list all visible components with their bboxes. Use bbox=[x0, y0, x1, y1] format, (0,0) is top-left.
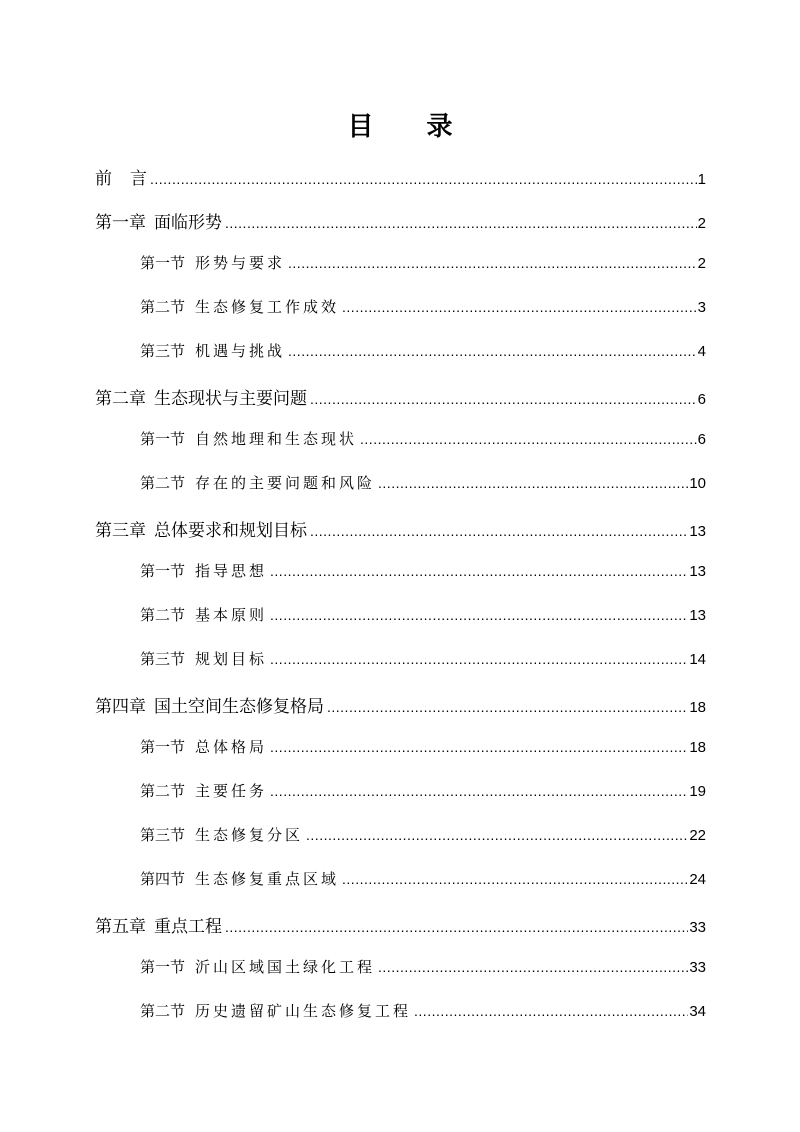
dot-leader bbox=[288, 255, 697, 271]
toc-entry-section[interactable] bbox=[95, 824, 706, 868]
entry-number: 第三节 bbox=[140, 650, 186, 668]
toc-entry-section[interactable] bbox=[95, 648, 706, 692]
entry-number: 第一节 bbox=[140, 958, 186, 976]
toc-entry-preface[interactable] bbox=[95, 164, 706, 208]
entry-title: 沂山区域国土绿化工程 bbox=[195, 958, 376, 976]
entry-title: 主要任务 bbox=[195, 782, 268, 800]
entry-title: 存在的主要问题和风险 bbox=[195, 474, 376, 492]
toc-title: 目 录 bbox=[347, 112, 475, 142]
toc-entry-section[interactable] bbox=[95, 296, 706, 340]
entry-title: 生态现状与主要问题 bbox=[154, 389, 307, 409]
dot-leader bbox=[310, 391, 697, 407]
entry-title: 指导思想 bbox=[195, 562, 268, 580]
entry-page: 4 bbox=[697, 343, 706, 360]
entry-number: 第三节 bbox=[140, 342, 186, 360]
entry-page: 34 bbox=[689, 1003, 706, 1020]
entry-title: 自然地理和生态现状 bbox=[195, 430, 358, 448]
entry-title: 总体格局 bbox=[195, 738, 268, 756]
dot-leader bbox=[342, 871, 688, 887]
entry-title: 生态修复分区 bbox=[195, 826, 304, 844]
entry-title: 形势与要求 bbox=[195, 254, 286, 272]
entry-title: 国土空间生态修复格局 bbox=[154, 697, 324, 717]
entry-title: 机遇与挑战 bbox=[195, 342, 286, 360]
entry-page: 18 bbox=[689, 699, 706, 716]
entry-page: 33 bbox=[689, 919, 706, 936]
entry-title: 历史遗留矿山生态修复工程 bbox=[195, 1002, 412, 1020]
entry-page: 2 bbox=[697, 215, 706, 232]
entry-number: 前 bbox=[95, 169, 130, 189]
entry-page: 14 bbox=[689, 651, 706, 668]
entry-number: 第二节 bbox=[140, 474, 186, 492]
toc-entry-section[interactable] bbox=[95, 1000, 706, 1044]
entry-title: 生态修复工作成效 bbox=[195, 298, 340, 316]
entry-title: 言 bbox=[130, 169, 147, 189]
toc-entry-chapter[interactable] bbox=[95, 692, 706, 736]
entry-number: 第二章 bbox=[95, 389, 146, 409]
toc-entry-chapter[interactable] bbox=[95, 208, 706, 252]
entry-number: 第三章 bbox=[95, 521, 146, 541]
entry-title: 规划目标 bbox=[195, 650, 268, 668]
toc-entry-section[interactable] bbox=[95, 780, 706, 824]
entry-title: 基本原则 bbox=[195, 606, 268, 624]
entry-number: 第一节 bbox=[140, 562, 186, 580]
dot-leader bbox=[225, 215, 697, 231]
dot-leader bbox=[225, 919, 688, 935]
dot-leader bbox=[414, 1003, 688, 1019]
dot-leader bbox=[270, 783, 688, 799]
toc-entry-chapter[interactable] bbox=[95, 912, 706, 956]
dot-leader bbox=[270, 563, 688, 579]
dot-leader bbox=[378, 475, 688, 491]
entry-title: 总体要求和规划目标 bbox=[154, 521, 307, 541]
toc-entry-section[interactable] bbox=[95, 604, 706, 648]
entry-page: 2 bbox=[697, 255, 706, 272]
entry-page: 3 bbox=[697, 299, 706, 316]
entry-page: 13 bbox=[689, 563, 706, 580]
toc-entry-section[interactable] bbox=[95, 340, 706, 384]
entry-number: 第五章 bbox=[95, 917, 146, 937]
toc-entry-chapter[interactable] bbox=[95, 516, 706, 560]
table-of-contents bbox=[95, 164, 706, 1044]
dot-leader bbox=[150, 171, 697, 187]
entry-number: 第一章 bbox=[95, 213, 146, 233]
dot-leader bbox=[342, 299, 697, 315]
toc-entry-section[interactable] bbox=[95, 428, 706, 472]
entry-number: 第二节 bbox=[140, 606, 186, 624]
entry-page: 18 bbox=[689, 739, 706, 756]
toc-entry-section[interactable] bbox=[95, 560, 706, 604]
entry-page: 13 bbox=[689, 607, 706, 624]
entry-page: 1 bbox=[697, 171, 706, 188]
toc-entry-section[interactable] bbox=[95, 956, 706, 1000]
dot-leader bbox=[306, 827, 688, 843]
entry-page: 6 bbox=[697, 391, 706, 408]
dot-leader bbox=[288, 343, 697, 359]
entry-number: 第二节 bbox=[140, 782, 186, 800]
entry-number: 第二节 bbox=[140, 1002, 186, 1020]
entry-number: 第一节 bbox=[140, 430, 186, 448]
entry-page: 22 bbox=[689, 827, 706, 844]
toc-entry-section[interactable] bbox=[95, 868, 706, 912]
entry-number: 第四章 bbox=[95, 697, 146, 717]
entry-page: 13 bbox=[689, 523, 706, 540]
dot-leader bbox=[310, 523, 688, 539]
entry-page: 10 bbox=[689, 475, 706, 492]
entry-number: 第四节 bbox=[140, 870, 186, 888]
dot-leader bbox=[360, 431, 697, 447]
entry-title: 面临形势 bbox=[154, 213, 222, 233]
entry-title: 生态修复重点区域 bbox=[195, 870, 340, 888]
toc-entry-chapter[interactable] bbox=[95, 384, 706, 428]
dot-leader bbox=[270, 739, 688, 755]
dot-leader bbox=[378, 959, 688, 975]
entry-page: 33 bbox=[689, 959, 706, 976]
entry-number: 第三节 bbox=[140, 826, 186, 844]
entry-number: 第一节 bbox=[140, 738, 186, 756]
dot-leader bbox=[327, 699, 688, 715]
entry-number: 第一节 bbox=[140, 254, 186, 272]
entry-title: 重点工程 bbox=[154, 917, 222, 937]
entry-page: 6 bbox=[697, 431, 706, 448]
entry-page: 19 bbox=[689, 783, 706, 800]
entry-number: 第二节 bbox=[140, 298, 186, 316]
dot-leader bbox=[270, 651, 688, 667]
toc-entry-section[interactable] bbox=[95, 472, 706, 516]
entry-page: 24 bbox=[689, 871, 706, 888]
dot-leader bbox=[270, 607, 688, 623]
toc-entry-section[interactable] bbox=[95, 736, 706, 780]
toc-entry-section[interactable] bbox=[95, 252, 706, 296]
